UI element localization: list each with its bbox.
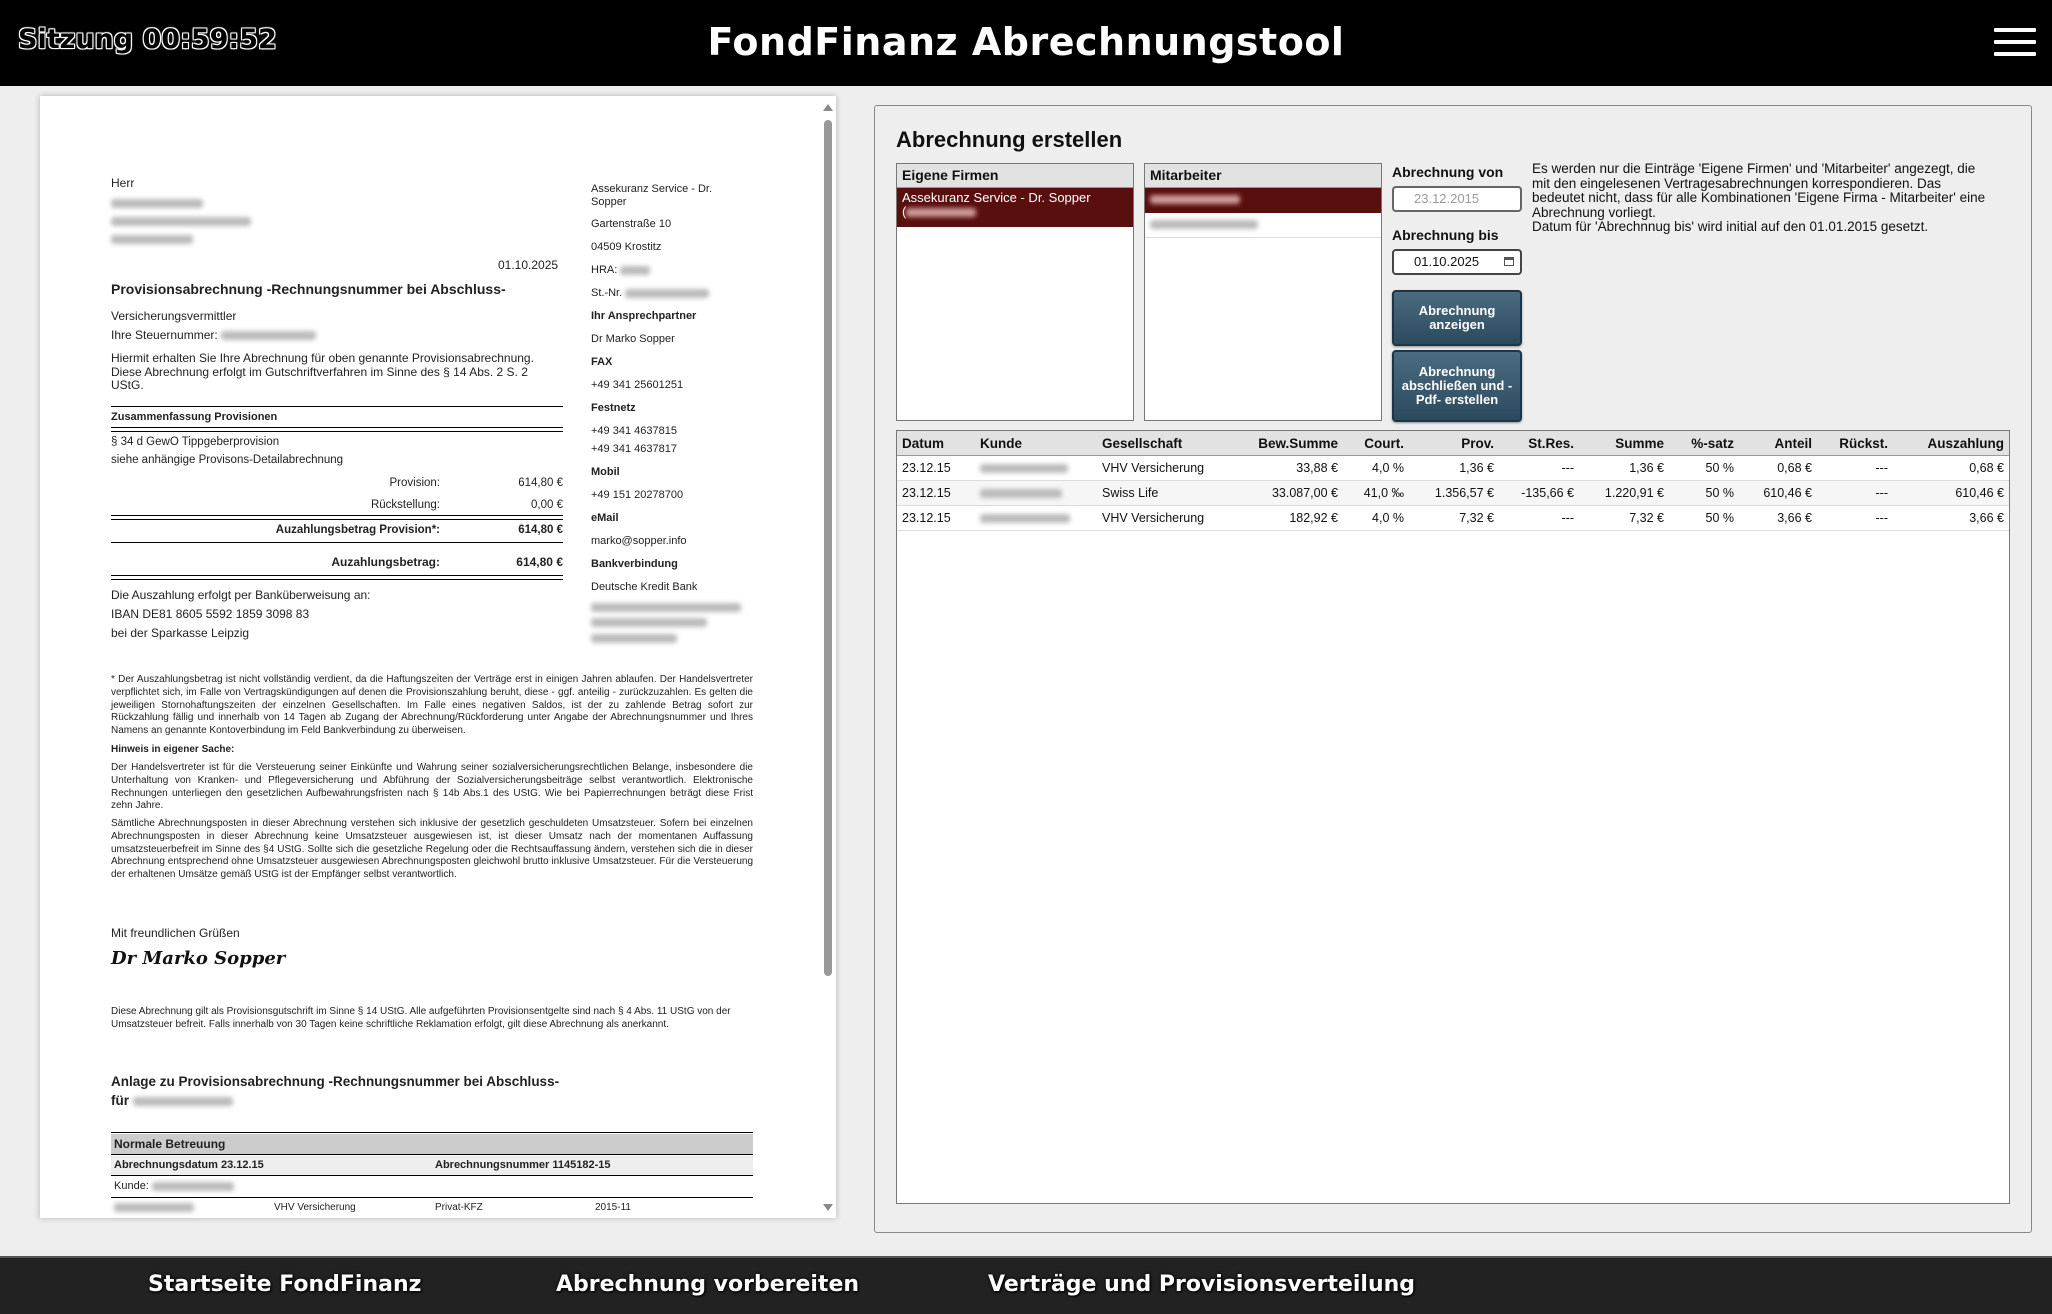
annex-for-label: für [111,1093,129,1108]
annex-customer [114,1180,234,1192]
redacted-iban [591,600,741,614]
col-rueckst[interactable]: Rückst. [1817,431,1893,456]
contact-name: Dr Marko Sopper [591,333,675,345]
company-item-sub [902,205,1128,219]
employee-item-selected[interactable] [1145,188,1381,213]
employees-header: Mitarbeiter [1145,164,1381,188]
signature: Dr Marko Sopper [111,948,286,969]
calendar-icon[interactable] [1504,257,1514,266]
col-gesellschaft[interactable]: Gesellschaft [1097,431,1237,456]
phone-label: Festnetz [591,402,636,414]
col-summe[interactable]: Summe [1579,431,1669,456]
cell-satz: 50 % [1669,481,1739,506]
hamburger-menu-icon[interactable] [1994,28,2036,58]
companies-header: Eigene Firmen [897,164,1133,188]
col-bewsumme[interactable]: Bew.Summe [1237,431,1343,456]
auszahlung-provision-value: 614,80 € [518,524,563,536]
cell-satz: 50 % [1669,506,1739,531]
auszahlung-value: 614,80 € [516,555,563,569]
rueckstellung-label: Rückstellung: [370,499,440,511]
document-date: 01.10.2025 [498,258,559,272]
annex-header-row [111,1156,753,1175]
cell-bewsumme: 33,88 € [1237,456,1343,481]
company-item-label: Assekuranz Service - Dr. Sopper [902,190,1091,205]
email-address: marko@sopper.info [591,535,687,547]
sender-street: Gartenstraße 10 [591,218,672,230]
nav-prepare-link[interactable]: Abrechnung vorbereiten [556,1272,860,1297]
cell-auszahlung: 0,68 € [1893,456,2009,481]
rueckstellung-value: 0,00 € [531,499,563,511]
mobile-label: Mobil [591,466,620,478]
bottom-nav [0,1256,2052,1314]
table-row[interactable] [897,481,2009,506]
panel-title: Abrechnung erstellen [896,127,1123,152]
cell-gesellschaft: VHV Versicherung [1097,506,1237,531]
table-row[interactable] [897,456,2009,481]
sender-stnr [591,287,709,299]
cell-prov: 1,36 € [1409,456,1499,481]
cell-summe: 7,32 € [1579,506,1669,531]
contact-label: Ihr Ansprechpartner [591,310,697,322]
cell-datum: 23.12.15 [897,506,975,531]
document-heading: Provisionsabrechnung -Rechnungsnummer bei Abschluss- [111,281,506,297]
cell-anteil: 610,46 € [1739,481,1817,506]
company-item-paren: ( [902,204,907,219]
col-stres[interactable]: St.Res. [1499,431,1579,456]
annex-number: Abrechnungsnummer 1145182-15 [435,1159,611,1171]
top-bar [0,0,2052,86]
info-text-date: Datum für 'Abrechnnug bis' wird initial auf den 01.01.2015 gesetzt. [1532,219,1929,234]
provision-label: Provision: [389,477,440,489]
invoice-document [40,96,836,1218]
fax-label: FAX [591,356,613,368]
annex-row-company: VHV Versicherung [274,1202,356,1213]
cell-bewsumme: 33.087,00 € [1237,481,1343,506]
preview-scrollbar[interactable] [822,104,834,1214]
annex-row-customer [114,1202,194,1213]
hint-text: Der Handelsvertreter ist für die Versteuerung seiner Einkünfte und Wahrung seiner sozialversicherungsrechtlichen Belange, insbesondere die Unterhaltung von Kranken- und Pflegeversicherung und Abführung der Sozialversicherungsbeiträge selbst verantwortlich. Elektronische Rechnungen unterliegen den gesetzlichen Aufbewahrungsfristen nach § 14b Abs.1 des UStG. Wie bei Papierrechnungen beträgt diese Frist zehn Jahre. [111,762,753,812]
employee-item[interactable] [1145,213,1381,238]
annex-row-period: 2015-11 [595,1202,631,1213]
phone2: +49 341 4637817 [591,443,677,455]
role: Versicherungsvermittler [111,309,237,323]
redacted-city [111,232,193,246]
vat-text: Sämtliche Abrechnungsposten in dieser Abrechnung verstehen sich inklusive der gesetzlich geschuldeten Umsatzsteuer. Sofern bei einzelnen Abrechnungsposten in dieser Abrechnung keine Umsatzsteuer ausgewiesen ist, ist dieser Umsatz nach der momentanen Auffassung umsatzsteuerbefreit im Sinne des §4 UStG. Sollte sich die gesetzliche Regelung oder die Rechtsauffassung ändern, verstehen sich die in dieser Abrechnung entsprechend ohne Umsatzsteuer ausgewiesen Abrechnungsposten gleichwohl brutto inklusive Umsatzsteuer. Für die Versteuerung der erhaltenen Umsätze gemäß UStG ist der Empfänger selbst verantwortlich. [111,818,753,881]
summary-line1: § 34 d GewO Tippgeberprovision [111,436,280,448]
show-billing-button[interactable]: Abrechnung anzeigen [1392,290,1522,346]
sender-company: Assekuranz Service - Dr. Sopper [591,183,713,208]
app-title: FondFinanz Abrechnungstool [707,20,1345,64]
payment-bank: bei der Sparkasse Leipzig [111,626,250,640]
footnote: * Der Auszahlungsbetrag ist nicht vollständig verdient, da die Haftungszeiten der Verträge erst in einigen Jahren ablaufen. Der Handelsvertreter verpflichtet sich, im Falle von Vertragskündigungen auf denen die Provisionszahlung beruht, diese - ggf. anteilig - zurückzuzahlen. Es gelten die jeweiligen Stornohaftungszeiten der einzelnen Gesellschaften. Im Falle eines negativen Saldos, ist der zu zahlende Betrag sofort zur Rückzahlung fällig und innerhalb von 14 Tagen ab Zugang der Abrechnung/Rückforderung unter Angabe der Abrechnungsnummer und Ihres Namens an genannte Kontoverbindung im Feld Bankverbindung zu überweisen. [111,674,753,737]
date-to-input[interactable] [1392,249,1522,275]
fax-number: +49 341 25601251 [591,379,684,391]
cell-summe: 1.220,91 € [1579,481,1669,506]
provision-value: 614,80 € [518,477,563,489]
annex-table-title: Normale Betreuung [111,1134,753,1154]
stnr-label: St.-Nr. [591,287,623,299]
billing-table [896,430,2010,1204]
hint-heading: Hinweis in eigener Sache: [111,744,235,755]
salutation: Herr [111,176,135,190]
intro-text: Hiermit erhalten Sie Ihre Abrechnung für oben genannte Provisionsabrechnung. Diese Abrechnung erfolgt im Gutschriftverfahren im Sinne des § 14 Abs. 2 S. 2 UStG. [111,351,534,392]
table-row[interactable] [897,506,2009,531]
info-text-main: Es werden nur die Einträge 'Eigene Firmen' und 'Mitarbeiter' angezegt, die mit den eingelesenen Vertragesabrechnungen korrespondieren. Das bedeutet nicht, dass für alle Kombinationen 'Eigene Firma - Mitarbeiter' eine Abrechnung vorliegt. [1532,161,1986,220]
auszahlung-provision-label: Auzahlungsbetrag Provision*: [275,524,440,536]
mobile-number: +49 151 20278700 [591,489,684,501]
greeting: Mit freundlichen Grüßen [111,926,240,940]
annex-date: Abrechnungsdatum 23.12.15 [114,1159,264,1171]
von-label: Abrechnung von [1392,164,1504,180]
cell-datum: 23.12.15 [897,481,975,506]
col-auszahlung[interactable]: Auszahlung [1893,431,2009,456]
nav-contracts-link[interactable]: Verträge und Provisionsverteilung [988,1272,1416,1297]
redacted-street [111,214,251,228]
email-label: eMail [591,512,619,524]
annex-customer-label: Kunde: [114,1180,149,1192]
redacted-iban2 [591,615,707,629]
cell-kunde [975,456,1097,481]
company-item-selected[interactable] [897,188,1133,227]
tax-number [111,328,316,342]
cell-court: 4,0 % [1343,506,1409,531]
cell-anteil: 3,66 € [1739,506,1817,531]
date-to-value: 01.10.2025 [1414,254,1480,269]
pdf-preview[interactable] [40,96,836,1218]
cell-auszahlung: 3,66 € [1893,506,2009,531]
credit-note: Diese Abrechnung gilt als Provisionsgutschrift im Sinne § 14 UStG. Alle aufgeführten Provisionsentgelte sind nach § 4 Abs. 11 UStG von der Umsatzsteuer befreit. Falls innerhalb von 30 Tagen keine schriftliche Reklamation erfolgt, gilt diese Abrechnung als anerkannt. [111,1006,731,1030]
cell-gesellschaft: VHV Versicherung [1097,456,1237,481]
cell-stres: -135,66 € [1499,481,1579,506]
col-prov[interactable]: Prov. [1409,431,1499,456]
session-timer: Sitzung 00:59:52 [18,24,277,55]
redacted-name [111,196,203,210]
scroll-thumb[interactable] [824,120,832,976]
bis-label: Abrechnung bis [1392,227,1499,243]
cell-rueckst: --- [1817,456,1893,481]
cell-prov: 1.356,57 € [1409,481,1499,506]
phone1: +49 341 4637815 [591,425,677,437]
sender-city: 04509 Krostitz [591,241,662,253]
payment-iban: IBAN DE81 8605 5592 1859 3098 83 [111,607,310,621]
cell-auszahlung: 610,46 € [1893,481,2009,506]
cell-kunde [975,481,1097,506]
cell-rueckst: --- [1817,506,1893,531]
cell-prov: 7,32 € [1409,506,1499,531]
auszahlung-label: Auzahlungsbetrag: [331,555,440,569]
redacted-bic [591,631,677,645]
payment-line: Die Auszahlung erfolgt per Banküberweisung an: [111,588,371,602]
date-from-input[interactable] [1392,186,1522,212]
cell-summe: 1,36 € [1579,456,1669,481]
cell-satz: 50 % [1669,456,1739,481]
cell-kunde [975,506,1097,531]
sender-hra [591,264,650,276]
summary-line2: siehe anhängige Provisons-Detailabrechnung [111,454,344,466]
cell-court: 4,0 % [1343,456,1409,481]
cell-stres: --- [1499,456,1579,481]
employees-list[interactable] [1144,163,1382,421]
col-kunde[interactable]: Kunde [975,431,1097,456]
bank-name: Deutsche Kredit Bank [591,581,698,593]
scroll-down-arrow-icon[interactable] [823,1204,833,1211]
info-text [1532,162,1992,235]
cell-datum: 23.12.15 [897,456,975,481]
annex-heading: Anlage zu Provisionsabrechnung -Rechnungsnummer bei Abschluss- [111,1074,560,1089]
annex-for [111,1093,233,1108]
cell-court: 41,0 ‰ [1343,481,1409,506]
annex-row-product: Privat-KFZ [435,1202,483,1213]
cell-gesellschaft: Swiss Life [1097,481,1237,506]
cell-bewsumme: 182,92 € [1237,506,1343,531]
col-datum[interactable]: Datum [897,431,975,456]
cell-anteil: 0,68 € [1739,456,1817,481]
nav-home-link[interactable]: Startseite FondFinanz [148,1272,422,1297]
col-court[interactable]: Court. [1343,431,1409,456]
col-anteil[interactable]: Anteil [1739,431,1817,456]
table-header-row [897,431,2009,456]
cell-stres: --- [1499,506,1579,531]
scroll-up-arrow-icon[interactable] [823,104,833,111]
date-from-value: 23.12.2015 [1414,191,1480,206]
finish-billing-button[interactable]: Abrechnung abschließen und -Pdf- erstellen [1392,350,1522,422]
companies-list[interactable] [896,163,1134,421]
cell-rueckst: --- [1817,481,1893,506]
tax-label: Ihre Steuernummer: [111,328,218,342]
summary-heading: Zusammenfassung Provisionen [111,411,278,423]
col-satz[interactable]: %-satz [1669,431,1739,456]
bank-label: Bankverbindung [591,558,678,570]
hra-label: HRA: [591,264,618,276]
